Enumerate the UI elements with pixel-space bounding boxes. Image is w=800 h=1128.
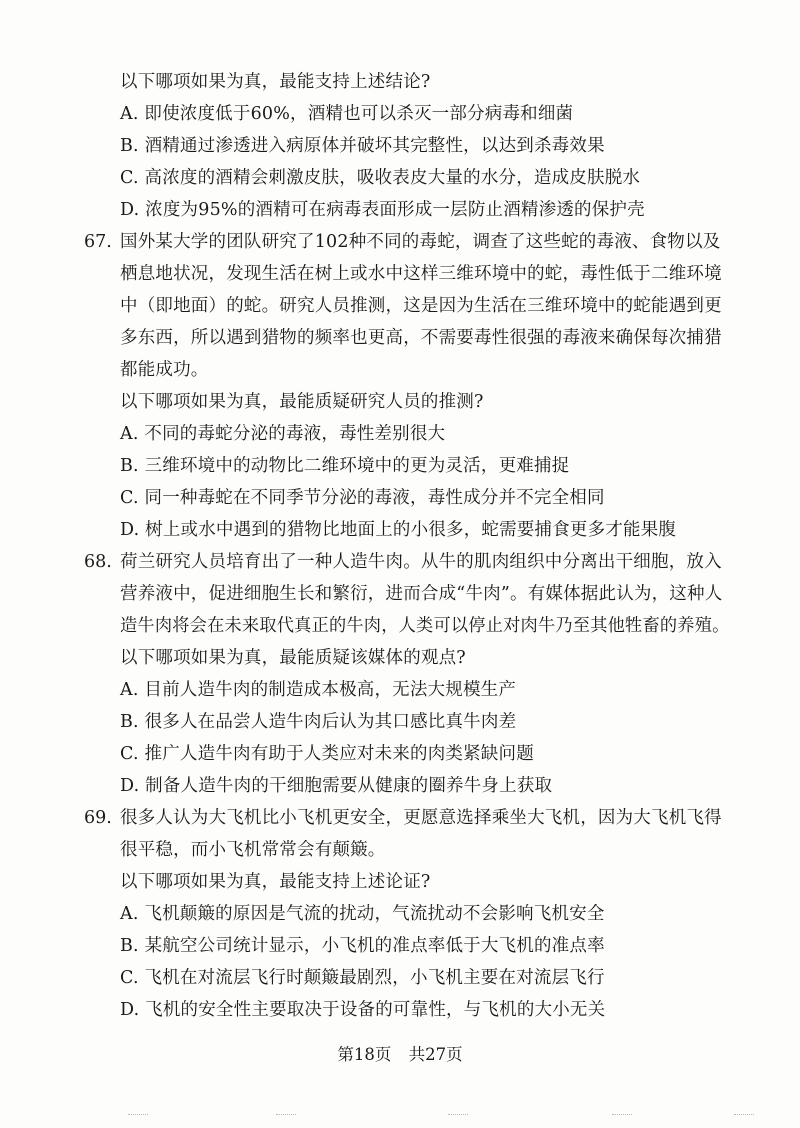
q67-stem-line: 中（即地面）的蛇。研究人员推测，这是因为生活在三维环境中的蛇能遇到更 xyxy=(120,296,722,316)
q68-prompt: 以下哪项如果为真，最能质疑该媒体的观点? xyxy=(120,648,466,668)
q67-stem-line: 多东西，所以遇到猎物的频率也更高，不需要毒性很强的毒液来确保每次捕猎 xyxy=(120,328,722,348)
q67-option-d: D. 树上或水中遇到的猎物比地面上的小很多，蛇需要捕食更多才能果腹 xyxy=(120,520,677,540)
q68-option-b: B. 很多人在品尝人造牛肉后认为其口感比真牛肉差 xyxy=(120,712,517,732)
q68-option-d: D. 制备人造牛肉的干细胞需要从健康的圈养牛身上获取 xyxy=(120,776,553,796)
scan-artifact xyxy=(448,1108,468,1115)
q69-option-b: B. 某航空公司统计显示，小飞机的准点率低于大飞机的准点率 xyxy=(120,936,605,956)
q68-number: 68. xyxy=(84,552,112,572)
q66-option-d: D. 浓度为95%的酒精可在病毒表面形成一层防止酒精渗透的保护壳 xyxy=(120,200,645,220)
q69-stem-line: 很多人认为大飞机比小飞机更安全，更愿意选择乘坐大飞机，因为大飞机飞得 xyxy=(120,808,722,828)
q69-prompt: 以下哪项如果为真，最能支持上述论证? xyxy=(120,872,431,892)
q69-stem-line: 很平稳，而小飞机常常会有颠簸。 xyxy=(120,840,386,860)
q66-option-c: C. 高浓度的酒精会刺激皮肤，吸收表皮大量的水分，造成皮肤脱水 xyxy=(120,168,641,188)
q66-option-a: A. 即使浓度低于60%，酒精也可以杀灭一部分病毒和细菌 xyxy=(120,104,574,124)
q66-prompt: 以下哪项如果为真，最能支持上述结论? xyxy=(120,72,431,92)
q69-option-d: D. 飞机的安全性主要取决于设备的可靠性，与飞机的大小无关 xyxy=(120,1000,606,1020)
scan-artifact xyxy=(276,1108,296,1115)
q67-option-b: B. 三维环境中的动物比二维环境中的更为灵活，更难捕捉 xyxy=(120,456,570,476)
scan-artifact xyxy=(128,1108,148,1115)
q68-stem-line: 营养液中，促进细胞生长和繁衍，进而合成“牛肉”。有媒体据此认为，这种人 xyxy=(120,584,723,604)
page-number: 第18页 xyxy=(337,1045,392,1064)
q69-option-c: C. 飞机在对流层飞行时颠簸最剧烈，小飞机主要在对流层飞行 xyxy=(120,968,605,988)
q69-number: 69. xyxy=(84,808,112,828)
q67-stem-line: 国外某大学的团队研究了102种不同的毒蛇，调查了这些蛇的毒液、食物以及 xyxy=(120,232,721,252)
q67-option-a: A. 不同的毒蛇分泌的毒液，毒性差别很大 xyxy=(120,424,446,444)
page-footer xyxy=(0,1044,800,1066)
q66-option-b: B. 酒精通过渗透进入病原体并破坏其完整性，以达到杀毒效果 xyxy=(120,136,605,156)
q68-stem-line: 荷兰研究人员培育出了一种人造牛肉。从牛的肌肉组织中分离出干细胞，放入 xyxy=(120,552,722,572)
page-total: 共27页 xyxy=(408,1045,463,1064)
q67-prompt: 以下哪项如果为真，最能质疑研究人员的推测? xyxy=(120,392,484,412)
scan-artifact xyxy=(734,1108,754,1115)
q67-number: 67. xyxy=(84,232,112,252)
q68-option-a: A. 目前人造牛肉的制造成本极高，无法大规模生产 xyxy=(120,680,517,700)
q67-stem-line: 栖息地状况，发现生活在树上或水中这样三维环境中的蛇，毒性低于二维环境 xyxy=(120,264,722,284)
q69-option-a: A. 飞机颠簸的原因是气流的扰动，气流扰动不会影响飞机安全 xyxy=(120,904,605,924)
q68-stem-line: 造牛肉将会在未来取代真正的牛肉，人类可以停止对肉牛乃至其他牲畜的养殖。 xyxy=(120,616,730,636)
scan-artifact xyxy=(612,1108,632,1115)
q67-option-c: C. 同一种毒蛇在不同季节分泌的毒液，毒性成分并不完全相同 xyxy=(120,488,605,508)
q67-stem-line: 都能成功。 xyxy=(120,360,209,380)
q68-option-c: C. 推广人造牛肉有助于人类应对未来的肉类紧缺问题 xyxy=(120,744,534,764)
